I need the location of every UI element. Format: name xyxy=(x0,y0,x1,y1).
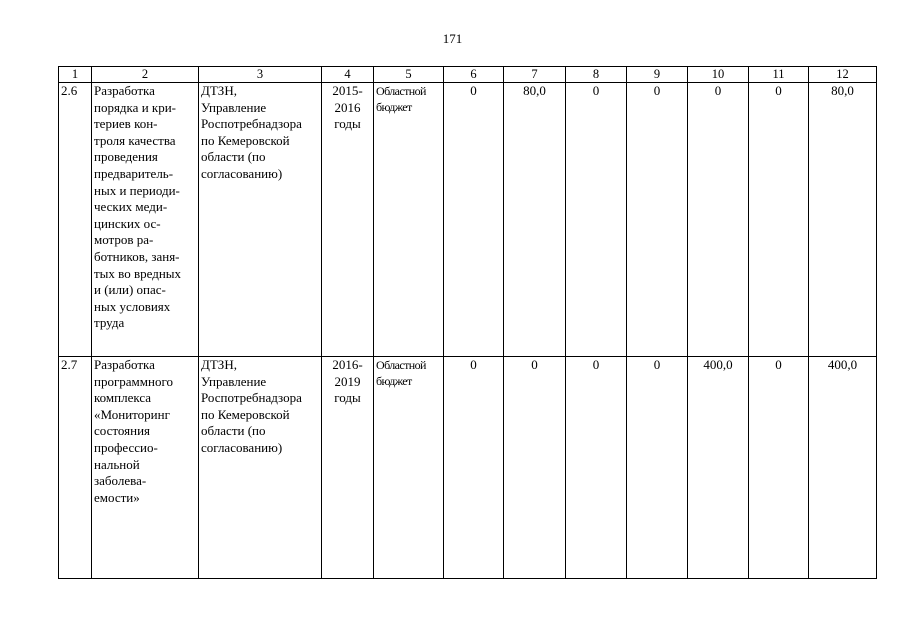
years-cell xyxy=(322,83,374,357)
column-header: 7 xyxy=(504,67,566,83)
value-cell: 0 xyxy=(444,83,504,357)
column-header: 8 xyxy=(566,67,627,83)
executor-cell xyxy=(199,83,322,357)
text-line: ных условиях xyxy=(94,298,171,314)
text-line: по Кемеровской xyxy=(201,406,290,422)
text-line: тых во вредных xyxy=(94,265,182,281)
value-cell: 80,0 xyxy=(504,83,566,357)
years-cell xyxy=(322,357,374,579)
text-line: нальной xyxy=(94,456,140,472)
row-number: 2.7 xyxy=(59,357,92,579)
table-row xyxy=(59,83,877,357)
value-cell: 0 xyxy=(504,357,566,579)
column-header: 5 xyxy=(374,67,444,83)
column-header: 1 xyxy=(59,67,92,83)
text-line: годы xyxy=(334,116,361,132)
value-cell: 0 xyxy=(749,357,809,579)
text-line: Разработка xyxy=(94,357,155,372)
text-line: Управление xyxy=(201,373,267,389)
text-line: проведения xyxy=(94,149,158,165)
page-number: 171 xyxy=(442,31,463,46)
text-line: согласованию) xyxy=(201,165,283,181)
column-header: 2 xyxy=(92,67,199,83)
text-line: труда xyxy=(94,315,125,331)
text-line: предваритель- xyxy=(94,165,174,181)
text-line: троля качества xyxy=(94,132,176,148)
text-line: ных и периоди- xyxy=(94,182,180,198)
text-line: комплекса xyxy=(94,390,152,406)
text-line: бюджет xyxy=(376,374,412,388)
program-table xyxy=(58,66,877,579)
value-cell: 400,0 xyxy=(688,357,749,579)
text-line: годы xyxy=(334,390,361,406)
column-header: 9 xyxy=(627,67,688,83)
column-header: 4 xyxy=(322,67,374,83)
value-cell: 0 xyxy=(627,83,688,357)
text-line: Управление xyxy=(201,99,267,115)
budget-source-cell xyxy=(374,357,444,579)
value-cell: 0 xyxy=(749,83,809,357)
text-line: емости» xyxy=(94,489,140,505)
text-line: Областной xyxy=(376,84,426,98)
text-line: ДТЗН, xyxy=(201,83,237,98)
text-line: 2016- xyxy=(332,357,363,372)
value-cell: 0 xyxy=(627,357,688,579)
text-line: бюджет xyxy=(376,100,412,114)
total-cell: 80,0 xyxy=(809,83,877,357)
total-cell: 400,0 xyxy=(809,357,877,579)
value-cell: 0 xyxy=(566,83,627,357)
text-line: Роспотребнадзора xyxy=(201,390,302,406)
text-line: ДТЗН, xyxy=(201,357,237,372)
text-line: ческих меди- xyxy=(94,199,168,215)
text-line: 2019 xyxy=(334,373,361,389)
text-line: заболева- xyxy=(94,473,147,489)
text-line: 2016 xyxy=(334,99,361,115)
text-line: Областной xyxy=(376,358,426,372)
column-header: 6 xyxy=(444,67,504,83)
table-row xyxy=(59,357,877,579)
text-line: цинских ос- xyxy=(94,215,161,231)
text-line: состояния xyxy=(94,423,150,439)
text-line: «Мониторинг xyxy=(94,406,170,422)
column-header: 3 xyxy=(199,67,322,83)
text-line: и (или) опас- xyxy=(94,282,166,298)
text-line: порядка и кри- xyxy=(94,99,176,115)
text-line: мотров ра- xyxy=(94,232,154,248)
text-line: Роспотребнадзора xyxy=(201,116,302,132)
text-line: области (по xyxy=(201,423,266,439)
column-header: 11 xyxy=(749,67,809,83)
text-line: профессио- xyxy=(94,439,158,455)
text-line: ботников, заня- xyxy=(94,248,180,264)
text-line: программного xyxy=(94,373,173,389)
activity-name-cell xyxy=(92,357,199,579)
text-line: 2015- xyxy=(332,83,363,98)
executor-cell xyxy=(199,357,322,579)
budget-source-cell xyxy=(374,83,444,357)
value-cell: 0 xyxy=(688,83,749,357)
text-line: по Кемеровской xyxy=(201,132,290,148)
column-header: 10 xyxy=(688,67,749,83)
row-number: 2.6 xyxy=(59,83,92,357)
value-cell: 0 xyxy=(566,357,627,579)
value-cell: 0 xyxy=(444,357,504,579)
column-header: 12 xyxy=(809,67,877,83)
header-row xyxy=(59,67,877,83)
text-line: согласованию) xyxy=(201,439,283,455)
text-line: Разработка xyxy=(94,83,155,98)
activity-name-cell xyxy=(92,83,199,357)
text-line: области (по xyxy=(201,149,266,165)
text-line: териев кон- xyxy=(94,116,158,132)
